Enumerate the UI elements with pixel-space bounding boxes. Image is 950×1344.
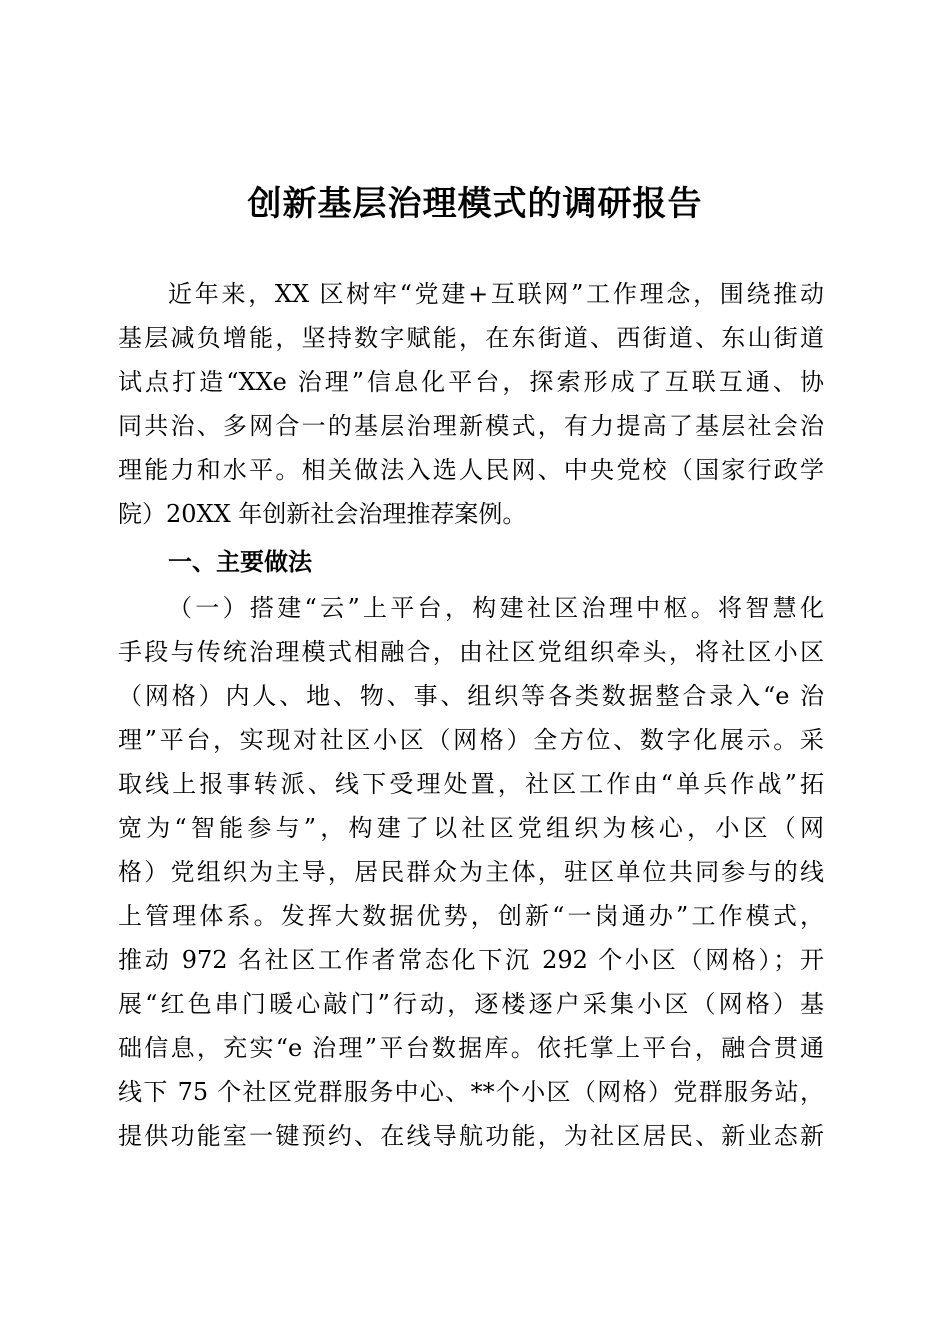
paragraph-line: 院）20XX 年创新社会治理推荐案例。	[118, 500, 527, 528]
paragraph-line: 上管理体系。发挥大数据优势，创新“一岗通办”工作模式，	[118, 902, 824, 930]
paragraph-line: 近年来，XX 区树牢“党建+互联网”工作理念，围绕推动	[168, 280, 824, 308]
intro-paragraph	[118, 272, 824, 536]
document-title: 创新基层治理模式的调研报告	[247, 184, 703, 224]
paragraph-line: 同共治、多网合一的基层治理新模式，有力提高了基层社会治	[118, 412, 824, 440]
practice-paragraph	[118, 586, 824, 1158]
paragraph-line: （一）搭建“云”上平台，构建社区治理中枢。将智慧化	[168, 594, 824, 622]
paragraph-line: （网格）内人、地、物、事、组织等各类数据整合录入“e 治	[118, 682, 824, 710]
paragraph-line: 格）党组织为主导，居民群众为主体，驻区单位共同参与的线	[118, 858, 824, 886]
paragraph-line: 取线上报事转派、线下受理处置，社区工作由“单兵作战”拓	[118, 770, 824, 798]
paragraph-line: 手段与传统治理模式相融合，由社区党组织牵头，将社区小区	[118, 638, 824, 666]
section-heading: 一、主要做法	[168, 548, 312, 576]
paragraph-line: 线下 75 个社区党群服务中心、**个小区（网格）党群服务站，	[118, 1078, 824, 1106]
paragraph-line: 基层减负增能，坚持数字赋能，在东街道、西街道、东山街道	[118, 324, 824, 352]
paragraph-line: 理”平台，实现对社区小区（网格）全方位、数字化展示。采	[118, 726, 824, 754]
paragraph-line: 展“红色串门暖心敲门”行动，逐楼逐户采集小区（网格）基	[118, 990, 824, 1018]
paragraph-line: 理能力和水平。相关做法入选人民网、中央党校（国家行政学	[118, 456, 824, 484]
paragraph-line: 提供功能室一键预约、在线导航功能，为社区居民、新业态新	[118, 1122, 824, 1150]
paragraph-line: 试点打造“XXe 治理”信息化平台，探索形成了互联互通、协	[118, 368, 824, 396]
section-heading-block	[118, 540, 824, 584]
paragraph-line: 础信息，充实“e 治理”平台数据库。依托掌上平台，融合贯通	[118, 1034, 824, 1062]
paragraph-line: 宽为“智能参与”，构建了以社区党组织为核心，小区（网	[118, 814, 824, 842]
paragraph-line: 推动 972 名社区工作者常态化下沉 292 个小区（网格）；开	[118, 946, 824, 974]
